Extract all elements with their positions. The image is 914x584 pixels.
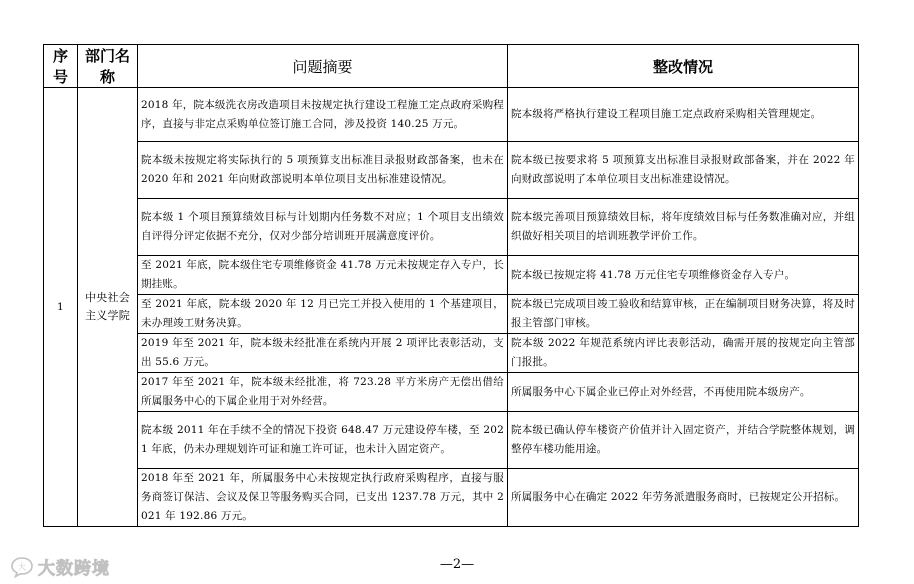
issue-summary-cell: 院本级未按规定将实际执行的 5 项预算支出标准目录报财政部备案，也未在 2020 年和 2021 年向财政部说明本单位项目支出标准建设情况。 [138, 142, 508, 199]
table-row [44, 334, 859, 373]
rectification-cell: 所属服务中心在确定 2022 年劳务派遣服务商时，已按规定公开招标。 [508, 469, 859, 527]
watermark [10, 554, 110, 579]
table-header-row [44, 45, 859, 88]
rectification-cell: 院本级已完成项目竣工验收和结算审核，正在编制项目财务决算，将及时报主管部门审核。 [508, 295, 859, 334]
rectification-cell: 院本级已确认停车楼资产价值并计入固定资产，并结合学院整体规划，调整停车楼功能用途。 [508, 412, 859, 469]
page-number: —2— [439, 557, 475, 572]
seq-cell: 1 [44, 88, 78, 527]
rectification-cell: 院本级 2022 年规范系统内评比表彰活动，确需开展的按规定向主管部门报批。 [508, 334, 859, 373]
issue-summary-cell: 至 2021 年底，院本级住宅专项维修资金 41.78 万元未按规定存入专户，长期挂账。 [138, 256, 508, 295]
svg-text:大: 大 [18, 562, 26, 571]
issue-summary-cell: 院本级 1 个项目预算绩效目标与计划期内任务数不对应；1 个项目支出绩效自评得分评定依据不充分，仅对少部分培训班开展满意度评价。 [138, 199, 508, 256]
department-cell: 中央社会主义学院 [78, 88, 138, 527]
issue-summary-cell: 至 2021 年底，院本级 2020 年 12 月已完工并投入使用的 1 个基建项目，未办理竣工财务决算。 [138, 295, 508, 334]
table-row [44, 142, 859, 199]
table-row [44, 295, 859, 334]
issue-summary-cell: 2018 年，院本级洗衣房改造项目未按规定执行建设工程施工定点政府采购程序，直接与非定点采购单位签订施工合同，涉及投资 140.25 万元。 [138, 88, 508, 142]
rectification-cell: 院本级将严格执行建设工程项目施工定点政府采购相关管理规定。 [508, 88, 859, 142]
issue-summary-cell: 2019 年至 2021 年，院本级未经批准在系统内开展 2 项评比表彰活动，支出 55.6 万元。 [138, 334, 508, 373]
rectification-cell: 所属服务中心下属企业已停止对外经营，不再使用院本级房产。 [508, 373, 859, 412]
table-row [44, 256, 859, 295]
issue-summary-cell: 2018 年至 2021 年，所属服务中心未按规定执行政府采购程序，直接与服务商签订保洁、会议及保卫等服务购买合同，已支出 1237.78 万元，其中 2021 年 192.86 万元。 [138, 469, 508, 527]
table-row [44, 373, 859, 412]
table-row [44, 412, 859, 469]
table-row [44, 469, 859, 527]
rectification-cell: 院本级完善项目预算绩效目标，将年度绩效目标与任务数准确对应，并组织做好相关项目的培训班教学评价工作。 [508, 199, 859, 256]
issue-summary-cell: 院本级 2011 年在手续不全的情况下投资 648.47 万元建设停车楼，至 2021 年底，仍未办理规划许可证和施工许可证，也未计入固定资产。 [138, 412, 508, 469]
issue-summary-cell: 2017 年至 2021 年，院本级未经批准，将 723.28 平方米房产无偿出借给所属服务中心的下属企业用于对外经营。 [138, 373, 508, 412]
table-row [44, 88, 859, 142]
chat-bubble-icon [10, 556, 34, 578]
table-body [44, 88, 859, 527]
header-department: 部门名称 [78, 45, 138, 88]
rectification-cell: 院本级已按要求将 5 项预算支出标准目录报财政部备案，并在 2022 年向财政部说明了本单位项目支出标准建设情况。 [508, 142, 859, 199]
watermark-text: 大数跨境 [38, 559, 110, 579]
header-issue-summary: 问题摘要 [138, 45, 508, 88]
header-seq: 序号 [44, 45, 78, 88]
rectification-cell: 院本级已按规定将 41.78 万元住宅专项维修资金存入专户。 [508, 256, 859, 295]
table-row [44, 199, 859, 256]
header-rectification: 整改情况 [508, 45, 859, 88]
rectification-table [43, 44, 859, 527]
